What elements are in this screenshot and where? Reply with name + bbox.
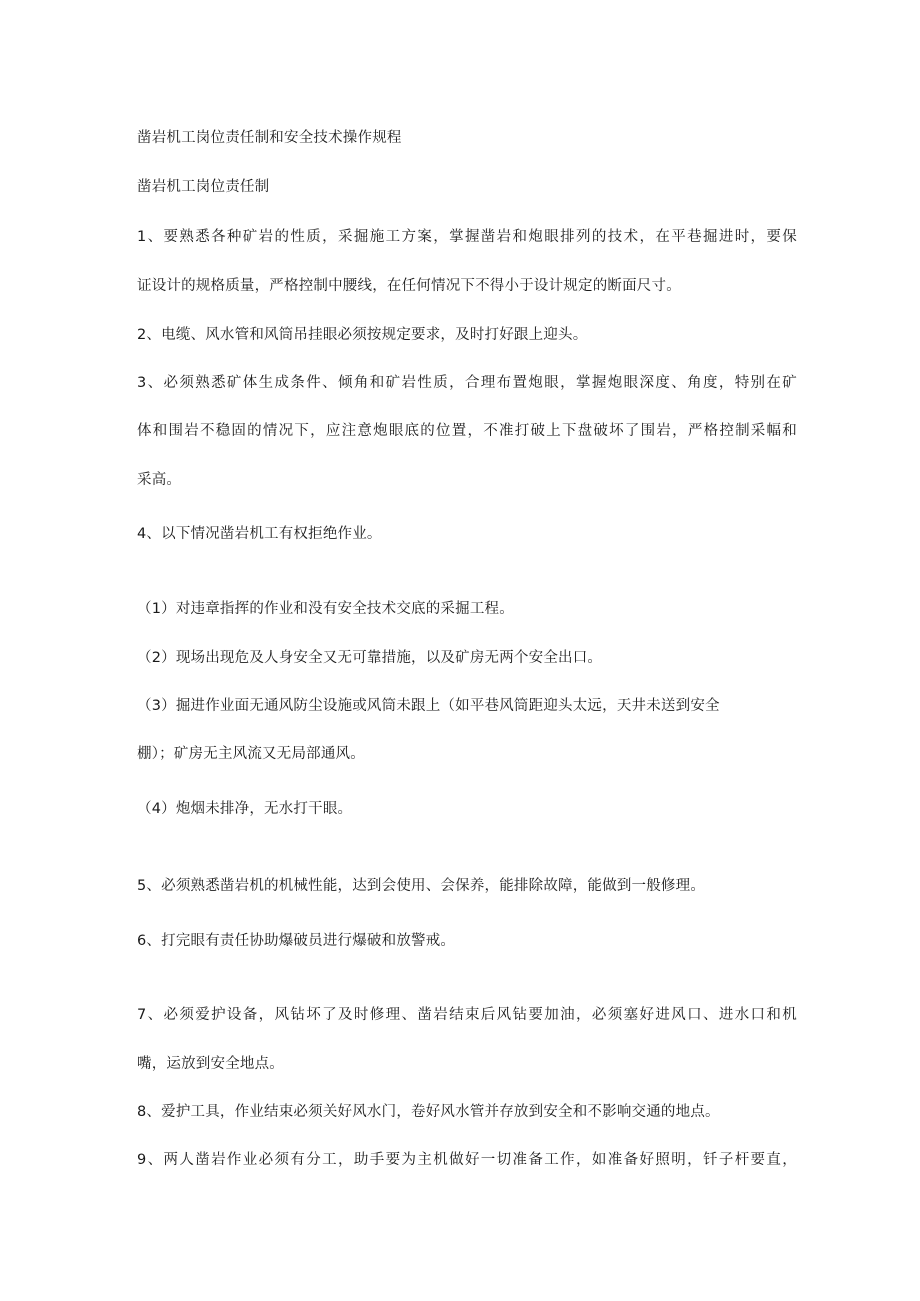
list-item: （2）现场出现危及人身安全又无可靠措施，以及矿房无两个安全出口。 <box>137 650 603 666</box>
list-item: （4）炮烟未排净，无水打干眼。 <box>137 801 353 817</box>
paragraph-line: 5、必须熟悉凿岩机的机械性能，达到会使用、会保养，能排除故障，能做到一般修理。 <box>137 878 706 894</box>
paragraph-line: 9、两人凿岩作业必须有分工，助手要为主机做好一切准备工作，如准备好照明，钎子杆要直， <box>137 1152 797 1168</box>
paragraph-line: 4、以下情况凿岩机工有权拒绝作业。 <box>137 526 382 542</box>
document-title: 凿岩机工岗位责任制和安全技术操作规程 <box>137 130 402 146</box>
paragraph-line: 体和围岩不稳固的情况下，应注意炮眼底的位置，不准打破上下盘破坏了围岩，严格控制采幅和 <box>137 423 797 439</box>
list-item: （3）掘进作业面无通风防尘设施或风筒未跟上（如平巷风筒距迎头太远，天井未送到安全 <box>137 698 720 714</box>
paragraph-line: 8、爱护工具，作业结束必须关好风水门，卷好风水管并存放到安全和不影响交通的地点。 <box>137 1104 720 1120</box>
list-item: 棚）；矿房无主风流又无局部通风。 <box>137 746 365 762</box>
paragraph-line: 3、必须熟悉矿体生成条件、倾角和矿岩性质，合理布置炮眼，掌握炮眼深度、角度，特别在矿 <box>137 375 797 391</box>
paragraph-line: 2、电缆、风水管和风筒吊挂眼必须按规定要求，及时打好跟上迎头。 <box>137 327 588 343</box>
paragraph-line: 7、必须爱护设备，风钻坏了及时修理、凿岩结束后风钻要加油，必须塞好进风口、进水口和机 <box>137 1007 797 1023</box>
paragraph-line: 嘴，运放到安全地点。 <box>137 1056 284 1072</box>
paragraph-line: 采高。 <box>137 472 182 488</box>
paragraph-line: 6、打完眼有责任协助爆破员进行爆破和放警戒。 <box>137 933 456 949</box>
paragraph-line: 1、要熟悉各种矿岩的性质，采掘施工方案，掌握凿岩和炮眼排列的技术，在平巷掘进时，要保 <box>137 229 797 245</box>
paragraph-line: 证设计的规格质量，严格控制中腰线，在任何情况下不得小于设计规定的断面尺寸。 <box>137 278 681 294</box>
list-item: （1）对违章指挥的作业和没有安全技术交底的采掘工程。 <box>137 601 514 617</box>
section-heading: 凿岩机工岗位责任制 <box>137 179 270 195</box>
